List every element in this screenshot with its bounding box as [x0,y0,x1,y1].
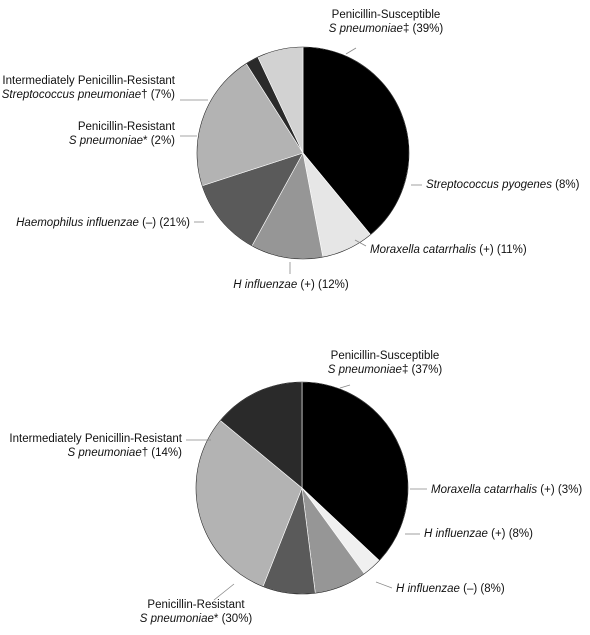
pie-1-label-5-text: Intermediately Penicillin-Resistant [9,433,182,445]
pie-0-label-2-text: Moraxella catarrhalis [370,244,477,256]
pie-0-label-0-text: S pneumoniae [328,23,403,35]
pie-1-label-4-text: S pneumoniae [139,613,214,625]
pie-0-label-0-text: Penicillin-Susceptible [331,9,441,21]
pie-0-label-1-text: Streptococcus pyogenes [426,179,552,191]
pie-1-label-2 [424,528,533,540]
pie-0-label-6 [2,75,176,101]
pie-1-label-2-text: H influenzae [424,528,488,540]
pie-1-label-3 [396,583,505,595]
pie-0-label-5-text: * (2%) [143,135,175,147]
pie-0-leader-0 [346,48,356,54]
pie-0-label-5-text: S pneumoniae [68,135,144,147]
pie-0-label-2 [370,244,527,256]
pie-0-label-4 [16,217,190,229]
pie-0-label-3-text: H influenzae [233,279,298,291]
pie-chart-bottom [9,350,582,625]
pie-0-label-1 [426,179,580,191]
pie-1-leader-4 [214,584,234,600]
pie-0-label-6-text: Intermediately Penicillin-Resistant [2,75,175,87]
pie-1-label-0-text: Penicillin-Susceptible [330,350,440,362]
pie-chart-top [2,9,580,291]
pie-0-label-5 [69,121,176,147]
pie-1-label-1-text: (+) (3%) [537,484,583,496]
pie-0-label-1-text: (8%) [551,179,580,191]
pie-1-label-4-text: * (30%) [213,613,253,625]
pie-0-label-4-text: (–) (21%) [138,217,190,229]
pie-1-label-1 [431,484,582,496]
pie-0-label-3 [233,279,349,291]
pie-0-label-6-text: Streptococcus pneumoniae [1,89,142,101]
pie-1-label-5 [9,433,182,459]
pie-0-label-0-text: ‡ (39%) [402,23,444,35]
pie-1-label-5-text: † (14%) [141,447,182,459]
pie-1-label-4-text: Penicillin-Resistant [147,599,245,611]
pie-1-label-0-text: ‡ (37%) [401,364,443,376]
pie-1-label-2-text: (+) (8%) [487,528,533,540]
pie-1-leader-3 [376,582,392,588]
pie-1-label-5-text: S pneumoniae [67,447,142,459]
pie-1-label-3-text: (–) (8%) [459,583,505,595]
pie-1-leader-0 [340,385,350,388]
pie-0-label-5-text: Penicillin-Resistant [77,121,175,133]
pie-0-label-6-text: † (7%) [141,89,175,101]
pie-1-label-0-text: S pneumoniae [327,364,402,376]
pie-0-label-0 [329,9,444,35]
pie-0-label-3-text: (+) (12%) [297,279,349,291]
pie-1-label-4 [140,599,253,625]
pie-1-label-1-text: Moraxella catarrhalis [431,484,538,496]
pie-1-label-0 [328,350,443,376]
pie-1-label-3-text: H influenzae [396,583,460,595]
pie-0-label-2-text: (+) (11%) [476,244,527,256]
pie-0-label-4-text: Haemophilus influenzae [16,217,139,229]
